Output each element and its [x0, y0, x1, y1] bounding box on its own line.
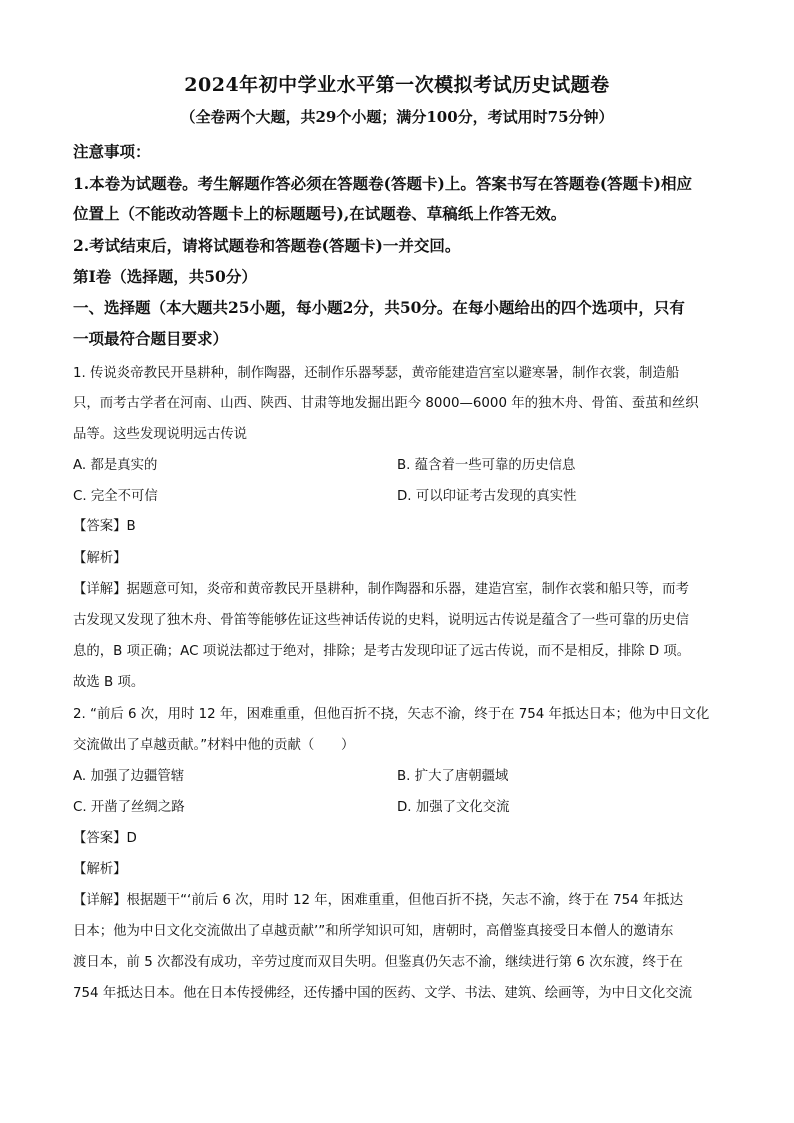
notice-heading: 注意事项： [73, 142, 151, 161]
part-title: 第Ⅰ卷（选择题，共50分） [73, 267, 257, 286]
section-heading-line-1: 一、选择题（本大题共25小题，每小题2分，共50分。在每小题给出的四个选项中，只有 [73, 298, 685, 317]
q1-analysis-label: 【解析】 [73, 551, 127, 566]
q2-option-c: C. 开凿了丝绸之路 [73, 800, 185, 815]
q1-stem-line-1: 1. 传说炎帝教民开垦耕种，制作陶器，还制作乐器琴瑟，黄帝能建造宫室以避寒暑，制作衣裳，制造船 [73, 366, 680, 381]
q1-stem-line-3: 品等。这些发现说明远古传说 [73, 427, 248, 442]
q2-option-a: A. 加强了边疆管辖 [73, 769, 185, 784]
q1-stem-line-2: 只，而考古学者在河南、山西、陕西、甘肃等地发掘出距今 8000—6000 年的独木舟、骨笛、蚕茧和丝织 [73, 396, 699, 411]
notice-item-2: 2.考试结束后，请将试题卷和答题卷(答题卡)一并交回。 [73, 236, 461, 255]
exam-title: 2024年初中学业水平第一次模拟考试历史试题卷 [184, 74, 610, 96]
q2-detail-line-3: 渡日本，前 5 次都没有成功，辛劳过度而双目失明。但鉴真仍矢志不渝，继续进行第 6 次东渡，终于在 [73, 955, 683, 970]
q1-option-b: B. 蕴含着一些可靠的历史信息 [397, 458, 576, 473]
q2-option-d: D. 加强了文化交流 [397, 800, 510, 815]
q2-detail-line-1: 【详解】根据题干“‘前后 6 次，用时 12 年，困难重重，但他百折不挠，矢志不渝，终于在 754 年抵达 [73, 893, 684, 908]
q1-answer: 【答案】B [73, 519, 136, 534]
q2-detail-line-2: 日本；他为中日文化交流做出了卓越贡献’”和所学知识可知，唐朝时，高僧鉴真接受日本僧人的邀请东 [73, 924, 674, 939]
q2-analysis-label: 【解析】 [73, 862, 127, 877]
q2-option-b: B. 扩大了唐朝疆域 [397, 769, 509, 784]
q1-detail-line-2: 古发现又发现了独木舟、骨笛等能够佐证这些神话传说的史料，说明远古传说是蕴含了一些可靠的历史信 [73, 613, 689, 628]
exam-subtitle: （全卷两个大题，共29个小题；满分100分，考试用时75分钟） [180, 108, 614, 126]
q2-answer: 【答案】D [73, 831, 137, 846]
q1-option-c: C. 完全不可信 [73, 489, 158, 504]
q1-detail-line-3: 息的，B 项正确；AC 项说法都过于绝对，排除；是考古发现印证了远古传说，而不是相反，排除 D 项。 [73, 644, 691, 659]
notice-item-1-line-2: 位置上（不能改动答题卡上的标题题号),在试题卷、草稿纸上作答无效。 [73, 204, 567, 223]
q1-option-d: D. 可以印证考古发现的真实性 [397, 489, 577, 504]
q2-stem-line-1: 2. “前后 6 次，用时 12 年，困难重重，但他百折不挠，矢志不渝，终于在 754 年抵达日本；他为中日文化 [73, 707, 710, 722]
q2-stem-line-2: 交流做出了卓越贡献。”材料中他的贡献（ ） [73, 738, 355, 753]
section-heading-line-2: 一项最符合题目要求） [73, 329, 229, 348]
q1-detail-line-1: 【详解】据题意可知，炎帝和黄帝教民开垦耕种，制作陶器和乐器，建造宫室，制作衣裳和船只等，而考 [73, 582, 689, 597]
q1-option-a: A. 都是真实的 [73, 458, 158, 473]
notice-item-1-line-1: 1.本卷为试题卷。考生解题作答必须在答题卷(答题卡)上。答案书写在答题卷(答题卡)相应 [73, 174, 693, 193]
q2-detail-line-4: 754 年抵达日本。他在日本传授佛经，还传播中国的医药、文学、书法、建筑、绘画等，为中日文化交流 [73, 986, 692, 1001]
q1-detail-line-4: 故选 B 项。 [73, 675, 145, 690]
